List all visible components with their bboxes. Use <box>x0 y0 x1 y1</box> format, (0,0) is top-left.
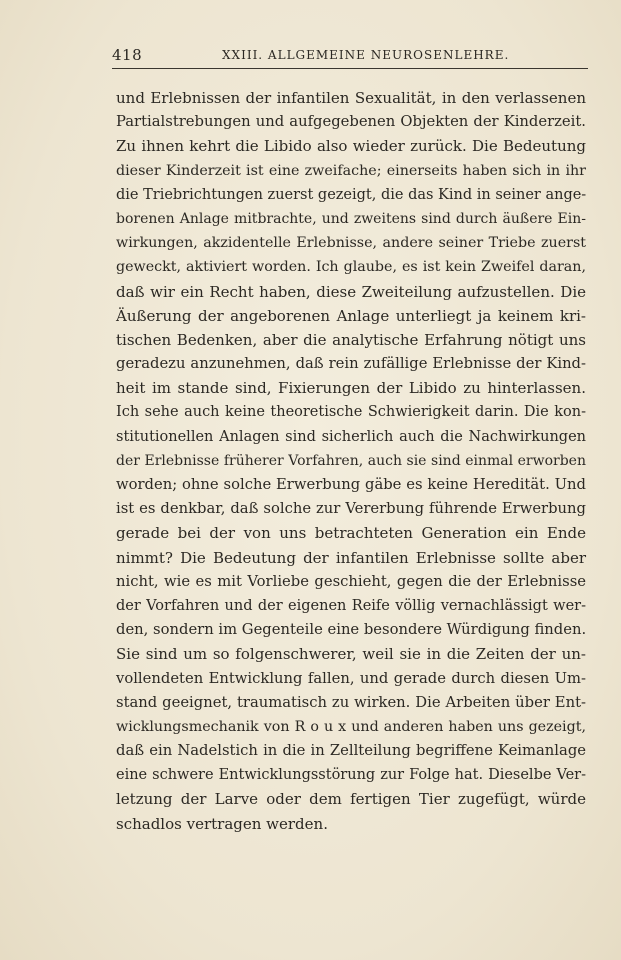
text-line: gerade bei der von uns betrachteten Generation ein Ende <box>116 524 586 543</box>
text-line: Sie sind um so folgenschwerer, weil sie in die Zeiten der un- <box>116 645 586 664</box>
text-line: geradezu anzunehmen, daß rein zufällige Erlebnisse der Kind- <box>116 355 586 373</box>
text-line: Partialstrebungen und aufgegebenen Objekten der Kinderzeit. <box>116 113 586 131</box>
text-line: tischen Bedenken, aber die analytische Erfahrung nötigt uns <box>116 330 586 349</box>
text-line: Ich sehe auch keine theoretische Schwierigkeit darin. Die kon- <box>116 404 586 421</box>
text-line: wirkungen, akzidentelle Erlebnisse, andere seiner Triebe zuerst <box>116 235 586 252</box>
text-line: eine schwere Entwicklungsstörung zur Folge hat. Dieselbe Ver- <box>116 767 586 784</box>
text-line: stitutionellen Anlagen sind sicherlich auch die Nachwirkungen <box>116 428 586 445</box>
page-header <box>112 44 588 69</box>
text-line: vollendeten Entwicklung fallen, und gerade durch diesen Um- <box>116 669 586 687</box>
text-line: die Triebrichtungen zuerst gezeigt, die das Kind in seiner ange- <box>116 186 587 203</box>
text-line: der Erlebnisse früherer Vorfahren, auch sie sind einmal erworben <box>116 452 586 469</box>
page-number: 418 <box>112 46 143 64</box>
text-line: daß ein Nadelstich in die in Zellteilung begriffene Keimanlage <box>116 742 586 760</box>
text-line: den, sondern im Gegenteile eine besondere Würdigung finden. <box>116 621 587 639</box>
text-line: letzung der Larve oder dem fertigen Tier zugefügt, würde <box>116 790 586 809</box>
text-line: wicklungsmechanik von R o u x und anderen haben uns gezeigt, <box>116 718 586 735</box>
text-line: dieser Kinderzeit ist eine zweifache; einerseits haben sich in ihr <box>116 162 586 179</box>
text-line: geweckt, aktiviert worden. Ich glaube, es ist kein Zweifel daran, <box>116 259 586 276</box>
text-line: nimmt? Die Bedeutung der infantilen Erlebnisse sollte aber <box>116 548 586 567</box>
text-line: Äußerung der angeborenen Anlage unterliegt ja keinem kri- <box>116 306 586 325</box>
text-line: borenen Anlage mitbrachte, und zweitens sind durch äußere Ein- <box>116 210 586 227</box>
text-line: heit im stande sind, Fixierungen der Libido zu hinterlassen. <box>116 379 586 398</box>
text-line: und Erlebnissen der infantilen Sexualität, in den verlassenen <box>116 89 586 107</box>
running-head: XXIII. ALLGEMEINE NEUROSENLEHRE. <box>222 48 510 62</box>
text-line: ist es denkbar, daß solche zur Vererbung führende Erwerbung <box>116 500 586 518</box>
text-line: der Vorfahren und der eigenen Reife völlig vernachlässigt wer- <box>116 597 586 614</box>
text-line: schadlos vertragen werden. <box>116 814 328 833</box>
text-line: nicht, wie es mit Vorliebe geschieht, gegen die der Erlebnisse <box>116 572 586 590</box>
text-line: daß wir ein Recht haben, diese Zweiteilung aufzustellen. Die <box>116 282 586 301</box>
body-text <box>116 86 586 836</box>
text-line: worden; ohne solche Erwerbung gäbe es keine Heredität. Und <box>116 476 586 493</box>
text-line: Zu ihnen kehrt die Libido also wieder zurück. Die Bedeutung <box>116 137 586 156</box>
text-line: stand geeignet, traumatisch zu wirken. Die Arbeiten über Ent- <box>116 693 586 711</box>
